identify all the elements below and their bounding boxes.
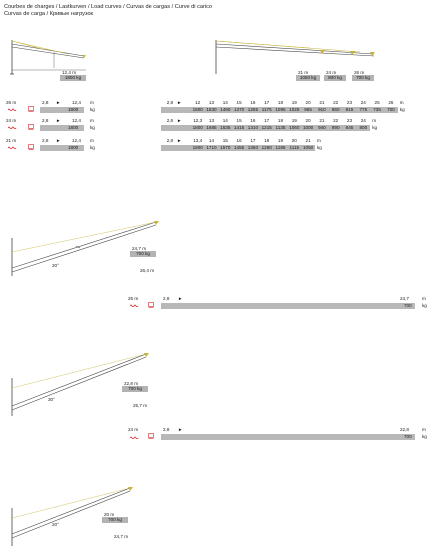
load-value: 700: [404, 434, 412, 439]
radius-header: 14: [208, 138, 215, 143]
load-value: 1185: [275, 145, 286, 150]
play-arrow-icon: ►: [178, 427, 183, 432]
end-radius: 12,4: [72, 138, 81, 143]
trolley-hook-icon: [28, 144, 34, 150]
radius-header: 26: [388, 100, 394, 105]
load-label: 1800 kg: [60, 75, 86, 81]
hoist-rope-icon: [130, 436, 139, 439]
load-value: 700: [404, 303, 412, 308]
radius-header: 21: [319, 118, 325, 123]
load-value: 940: [318, 125, 326, 130]
start-radius: 2,8: [42, 138, 49, 143]
radius-header: 21: [319, 100, 325, 105]
load-box-d2-21: [296, 70, 320, 81]
radius-header: 18: [264, 138, 270, 143]
load-value: 700: [387, 107, 395, 112]
radius-header: 17: [250, 138, 256, 143]
load-value: 1370: [233, 107, 245, 112]
radius-header: 22: [333, 100, 339, 105]
start-radius: 2,8: [42, 118, 49, 123]
load-box-d3: [130, 246, 156, 257]
unit-m: m: [422, 427, 426, 432]
load-value: 1535: [220, 125, 231, 130]
radius-header: 19: [291, 100, 297, 105]
unit-kg: kg: [317, 145, 322, 150]
radius-header: 2,8: [166, 138, 174, 143]
angle-label: 20°: [52, 522, 59, 527]
load-value: 890: [331, 125, 340, 130]
reach-label: 24,7 m: [132, 246, 147, 251]
unit-kg: kg: [372, 125, 378, 130]
radius-header: 16: [236, 138, 242, 143]
play-arrow-icon: ►: [177, 118, 182, 123]
play-arrow-icon: ►: [177, 100, 182, 105]
radius-header: 15: [236, 100, 242, 105]
load-value: 1455: [233, 145, 245, 150]
jib-length-label: 26 m: [6, 100, 17, 105]
radius-header: 18: [277, 118, 284, 123]
unit-kg: kg: [90, 145, 95, 150]
load-box-d4: [122, 381, 148, 392]
radius-header: 12,3: [193, 118, 203, 123]
load-label: 1050 kg: [296, 75, 320, 81]
load-value: 1630: [206, 107, 217, 112]
load-label: 700 kg: [130, 251, 156, 257]
load-value: 815: [345, 107, 354, 112]
unit-m: m: [399, 100, 404, 105]
load-value: 965: [304, 107, 312, 112]
load-value: 1800: [192, 145, 203, 150]
end-radius: 24,7: [400, 296, 409, 301]
play-arrow-icon: ►: [56, 118, 61, 123]
load-value: 1050: [302, 145, 314, 150]
radius-header: 22: [333, 118, 339, 123]
load-value: 1000: [302, 125, 314, 130]
radius-header: 21: [305, 138, 311, 143]
hoist-rope-icon: [130, 304, 139, 307]
hoist-rope-icon: [8, 126, 17, 129]
radius-header: 16: [250, 100, 256, 105]
load-value: 860: [331, 107, 340, 112]
unit-m: m: [90, 100, 94, 105]
reach-label: 20 m: [104, 512, 115, 517]
load-value: 1135: [275, 125, 286, 130]
load-value: 1415: [233, 125, 245, 130]
reach-label: 26 m: [354, 70, 365, 75]
play-arrow-icon: ►: [178, 296, 183, 301]
trolley-hook-icon: [148, 433, 154, 439]
play-arrow-icon: ►: [56, 138, 61, 143]
load-value: 1800: [68, 145, 79, 150]
radius-header: 14: [222, 100, 228, 105]
start-radius: 2,8: [163, 427, 170, 432]
radius-header: 13: [208, 100, 215, 105]
radius-header: 24: [360, 118, 366, 123]
load-value: 1265: [247, 107, 259, 112]
load-value: 1025: [289, 107, 300, 112]
unit-m: m: [90, 138, 94, 143]
hoist-rope-icon: [8, 146, 17, 149]
radius-header: 23: [346, 118, 353, 123]
radius-header: 16: [250, 118, 256, 123]
trolley-hook-icon: [148, 302, 154, 308]
trolley-hook-icon: [28, 106, 34, 112]
end-radius: 12,4: [72, 100, 81, 105]
radius-header: 15: [222, 138, 228, 143]
load-value: 1710: [206, 145, 217, 150]
load-value: 1115: [289, 145, 300, 150]
radius-header: 12: [195, 100, 201, 105]
load-value: 800: [359, 125, 368, 130]
angle-label: 20°: [52, 263, 59, 268]
load-box-d5: [102, 512, 128, 523]
load-value: 1260: [261, 145, 272, 150]
hoist-rope-icon: [8, 108, 17, 111]
radius-header: 2,8: [166, 100, 174, 105]
jib-length-label: 24 m: [128, 427, 139, 432]
load-box-d2-26: [352, 70, 374, 81]
jib-length-label: 26 m: [128, 296, 139, 301]
trolley-hook-icon: [28, 124, 34, 130]
radius-header: 19: [291, 118, 297, 123]
radius-header: 20: [305, 118, 311, 123]
radius-header: 19: [277, 138, 284, 143]
radius-header: 18: [277, 100, 284, 105]
unit-m: m: [317, 138, 321, 143]
radius-header: 15: [236, 118, 242, 123]
unit-kg: kg: [399, 107, 405, 112]
load-value: 1800: [192, 107, 203, 112]
load-value: 1060: [289, 125, 300, 130]
unit-kg: kg: [90, 125, 95, 130]
load-label: 700 kg: [102, 517, 128, 523]
unit-kg: kg: [90, 107, 95, 112]
radius-header: 20: [305, 100, 311, 105]
unit-m: m: [90, 118, 94, 123]
load-box-d1: [60, 70, 86, 81]
unit-kg: kg: [422, 303, 427, 308]
play-arrow-icon: ►: [56, 100, 61, 105]
load-label: 700 kg: [122, 386, 148, 392]
radius-header: 17: [264, 118, 270, 123]
load-box-d2-24: [324, 70, 346, 81]
radius-header: 23: [346, 100, 353, 105]
radius-header: 20: [291, 138, 297, 143]
load-label: 700 kg: [352, 75, 374, 81]
start-radius: 2,8: [163, 296, 170, 301]
jib-length-label: 21 m: [6, 138, 17, 143]
header-title: Courbes de charges / Lastkurven / Load curves / Curvas de cargas / Curve di carico: [4, 4, 213, 10]
load-value: 1800: [68, 125, 79, 130]
radius-header: 25: [374, 100, 380, 105]
load-value: 1310: [247, 125, 259, 130]
end-radius: 12,4: [72, 118, 81, 123]
unit-kg: kg: [422, 434, 427, 439]
jib-length-label: 24 m: [6, 118, 17, 123]
header-subtitle: Curvas de carga / Кривые нагрузок: [4, 11, 94, 17]
end-radius: 22,8: [400, 427, 409, 432]
load-value: 1490: [220, 107, 231, 112]
unit-m: m: [372, 118, 377, 123]
load-bar: [161, 434, 415, 440]
load-value: 1215: [261, 125, 272, 130]
load-value: 1570: [220, 145, 231, 150]
load-value: 1095: [275, 107, 286, 112]
load-value: 1800: [192, 125, 203, 130]
radius-header: 2,8: [166, 118, 174, 123]
load-value: 735: [373, 107, 381, 112]
load-value: 910: [318, 107, 326, 112]
total-reach-label: 25,7 m: [133, 403, 148, 408]
angle-label: 30°: [48, 397, 55, 402]
unit-m: m: [422, 296, 426, 301]
load-label: 800 kg: [324, 75, 346, 81]
radius-header: 14: [222, 118, 228, 123]
radius-header: 17: [264, 100, 270, 105]
play-arrow-icon: ►: [177, 138, 182, 143]
reach-label: 22,8 m: [124, 381, 139, 386]
load-value: 845: [345, 125, 354, 130]
load-value: 1175: [261, 107, 272, 112]
total-reach-label: 26,4 m: [140, 268, 155, 273]
reach-label: 24 m: [326, 70, 337, 75]
load-value: 1800: [68, 107, 79, 112]
radius-header: 13: [208, 118, 215, 123]
load-value: 775: [359, 107, 368, 112]
radius-header: 24: [360, 100, 366, 105]
reach-label: 12,4 m: [62, 70, 77, 75]
total-reach-label: 24,7 m: [114, 534, 129, 539]
load-bar: [161, 303, 415, 309]
load-value: 1350: [247, 145, 259, 150]
start-radius: 2,8: [42, 100, 49, 105]
reach-label: 21 m: [298, 70, 309, 75]
load-value: 1685: [206, 125, 217, 130]
radius-header: 13,4: [193, 138, 203, 143]
